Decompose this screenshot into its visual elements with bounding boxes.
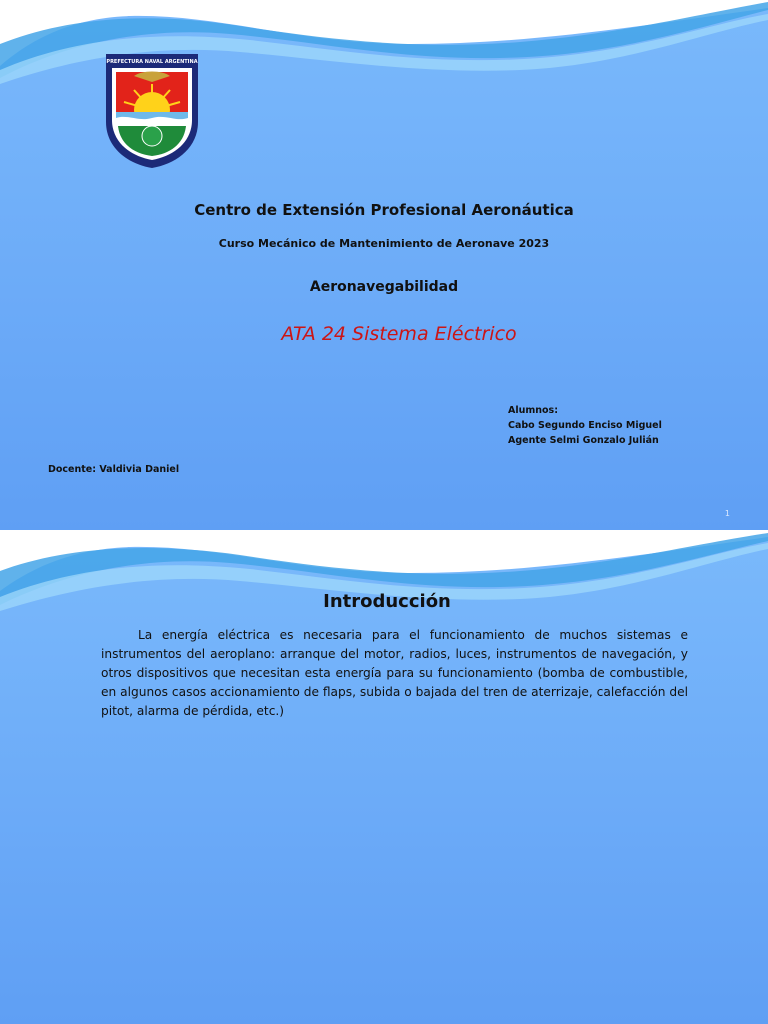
page-number: 1 xyxy=(724,509,730,518)
institution-name: Centro de Extensión Profesional Aeronáutica xyxy=(194,201,574,219)
subject-title: Aeronavegabilidad xyxy=(309,279,459,295)
student-name: Agente Selmi Gonzalo Julián xyxy=(508,435,659,446)
prefectura-emblem-icon xyxy=(104,52,200,170)
student-name: Cabo Segundo Enciso Miguel xyxy=(508,420,662,431)
students-label: Alumnos: xyxy=(508,405,559,416)
introduction-body: La energía eléctrica es necesaria para el funcionamiento de muchos sistemas e instrumentos del aeroplano: arranque del motor, radios, luces, instrumentos de navegación, y otros dispositivos que necesitan esta energía para su funcionamiento (bomba de combustible, en algunos casos accionamiento de flaps, subida o bajada del tren de aterrizaje, calefacción del pitot, alarma de pérdida, etc.) xyxy=(101,628,688,718)
introduction-slide xyxy=(0,533,768,1024)
students-block xyxy=(508,403,662,448)
teacher-name: Docente: Valdivia Daniel xyxy=(48,464,180,475)
course-name: Curso Mecánico de Mantenimiento de Aeronave 2023 xyxy=(218,237,550,250)
svg-text:PREFECTURA NAVAL ARGENTINA: PREFECTURA NAVAL ARGENTINA xyxy=(106,59,198,65)
topic-title: ATA 24 Sistema Eléctrico xyxy=(281,323,517,345)
introduction-title: Introducción xyxy=(323,591,451,612)
